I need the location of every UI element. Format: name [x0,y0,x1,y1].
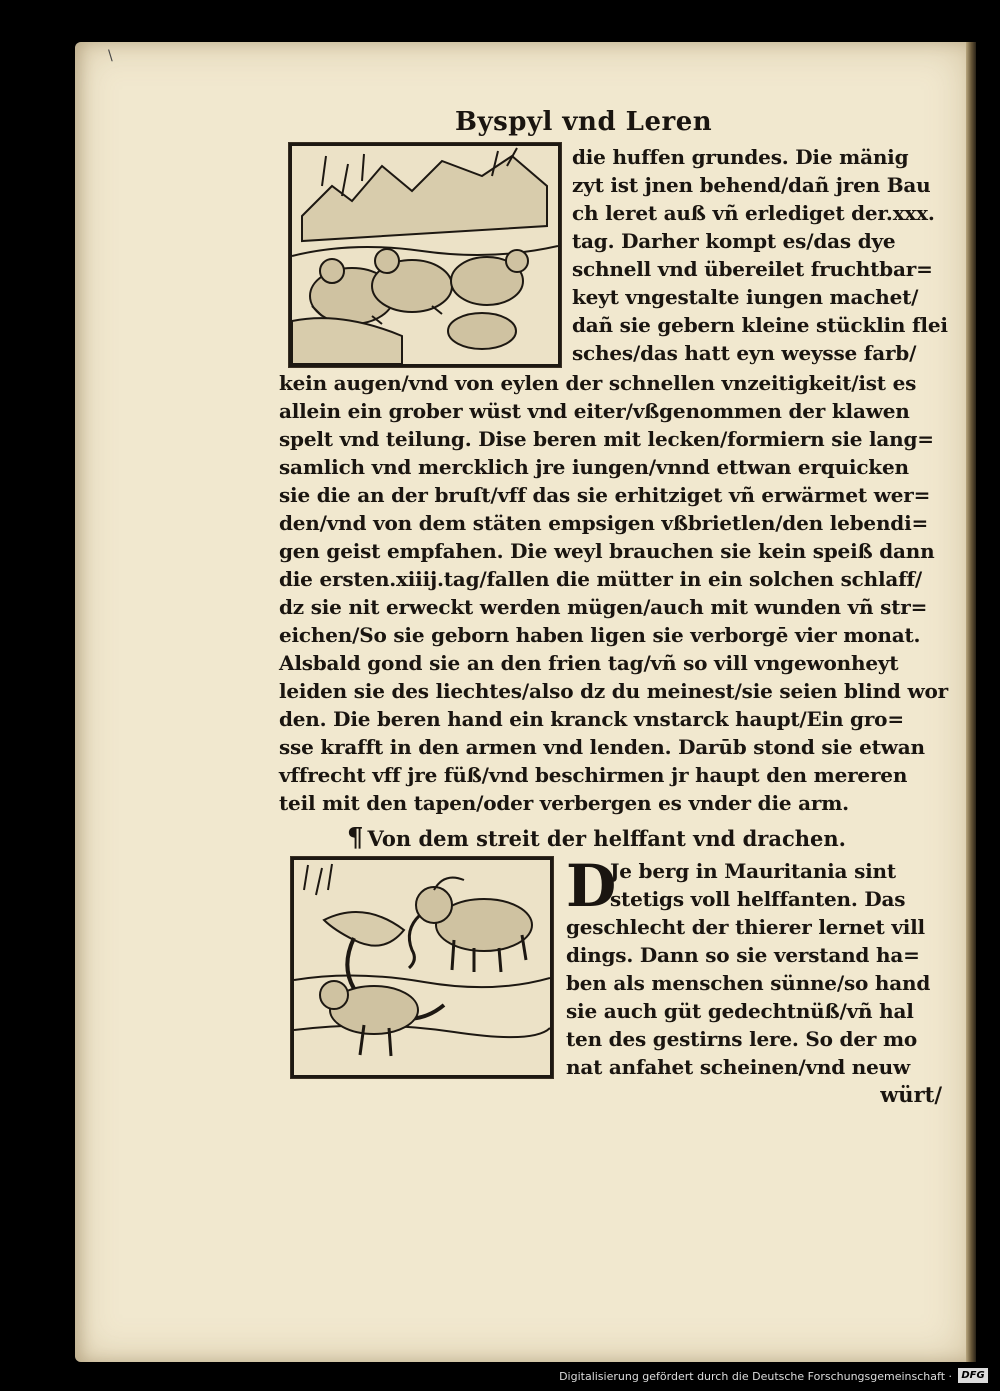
text-line: sches/das hatt eyn weysse farb/ [572,341,917,365]
text-line: tag. Darher kompt es/das dye [572,229,896,253]
footer-bar [0,1362,1000,1391]
text-line: sie die an der bruſt/vff das sie erhitziget vñ erwärmet wer= [279,483,931,507]
section-caption [347,822,867,854]
section-caption-text: Von dem streit der helffant vnd drachen. [367,826,846,851]
text-line: teil mit den tapen/oder verbergen es vnder die arm. [279,791,849,815]
text-line: dañ sie gebern kleine stücklin flei [572,313,948,337]
text-line: allein ein grober wüst vnd eiter/vßgenommen der klawen [279,399,910,423]
text-line: eichen/So sie geborn haben ligen sie verborgē vier monat. [279,623,921,647]
text-line: kein augen/vnd von eylen der schnellen vnzeitigkeit/ist es [279,371,917,395]
dfg-logo-icon: DFG [958,1368,988,1383]
text-line: ch leret auß vñ erlediget der.xxx. [572,201,935,225]
text-line: ten des gestirns lere. So der mo [566,1027,918,1051]
text-line: dings. Dann so sie verstand ha= [566,943,920,967]
text-line: den/vnd von dem stäten empsigen vßbrietlen/den lebendi= [279,511,929,535]
catchword: würt/ [880,1082,942,1107]
text-line: die huffen grundes. Die mänig [572,145,909,169]
text-line: dz sie nit erweckt werden mügen/auch mit wunden vñ str= [279,595,928,619]
page-heading: Byspyl vnd Leren [455,107,713,137]
pilcrow-icon: ¶ [347,823,364,853]
woodcut-bears-drawing [292,146,558,364]
text-line: den. Die beren hand ein kranck vnstarck haupt/Ein gro= [279,707,904,731]
text-line: leiden sie des liechtes/also dz du meinest/sie seien blind wor [279,679,948,703]
text-line: samlich vnd mercklich jre iungen/vnnd ettwan erquicken [279,455,909,479]
text-line: spelt vnd teilung. Dise beren mit lecken/formiern sie lang= [279,427,934,451]
text-line: keyt vngestalte iungen machet/ [572,285,919,309]
text-line: vffrecht vff jre füß/vnd beschirmen jr haupt den mereren [279,763,908,787]
text-line: geschlecht der thierer lernet vill [566,915,925,939]
text-line: die ersten.xiiij.tag/fallen die mütter in ein solchen schlaff/ [279,567,923,591]
text-line: sie auch güt gedechtnüß/vñ hal [566,999,914,1023]
text-line: gen geist empfahen. Die weyl brauchen sie kein speiß dann [279,539,935,563]
woodcut-bears-icon [289,143,561,367]
text-line: stetigs voll helffanten. Das [610,887,906,911]
drop-cap: D [566,852,617,920]
text-line: zyt ist jnen behend/dañ jren Bau [572,173,931,197]
text-line: Je berg in Mauritania sint [610,859,896,883]
woodcut-elephant-dragon-icon [291,857,553,1078]
book-spine-edge [966,42,976,1362]
footer-credit: Digitalisierung gefördert durch die Deutsche Forschungsgemeinschaft · [559,1370,952,1383]
text-line: sse krafft in den armen vnd lenden. Darūb stond sie etwan [279,735,925,759]
pen-mark: \ [108,48,113,64]
text-line: ben als menschen sünne/so hand [566,971,931,995]
text-line: nat anfahet scheinen/vnd neuw [566,1055,910,1079]
text-line: schnell vnd übereilet fruchtbar= [572,257,933,281]
woodcut-elephant-dragon-drawing [294,860,550,1075]
text-line: Alsbald gond sie an den frien tag/vñ so vill vngewonheyt [279,651,899,675]
